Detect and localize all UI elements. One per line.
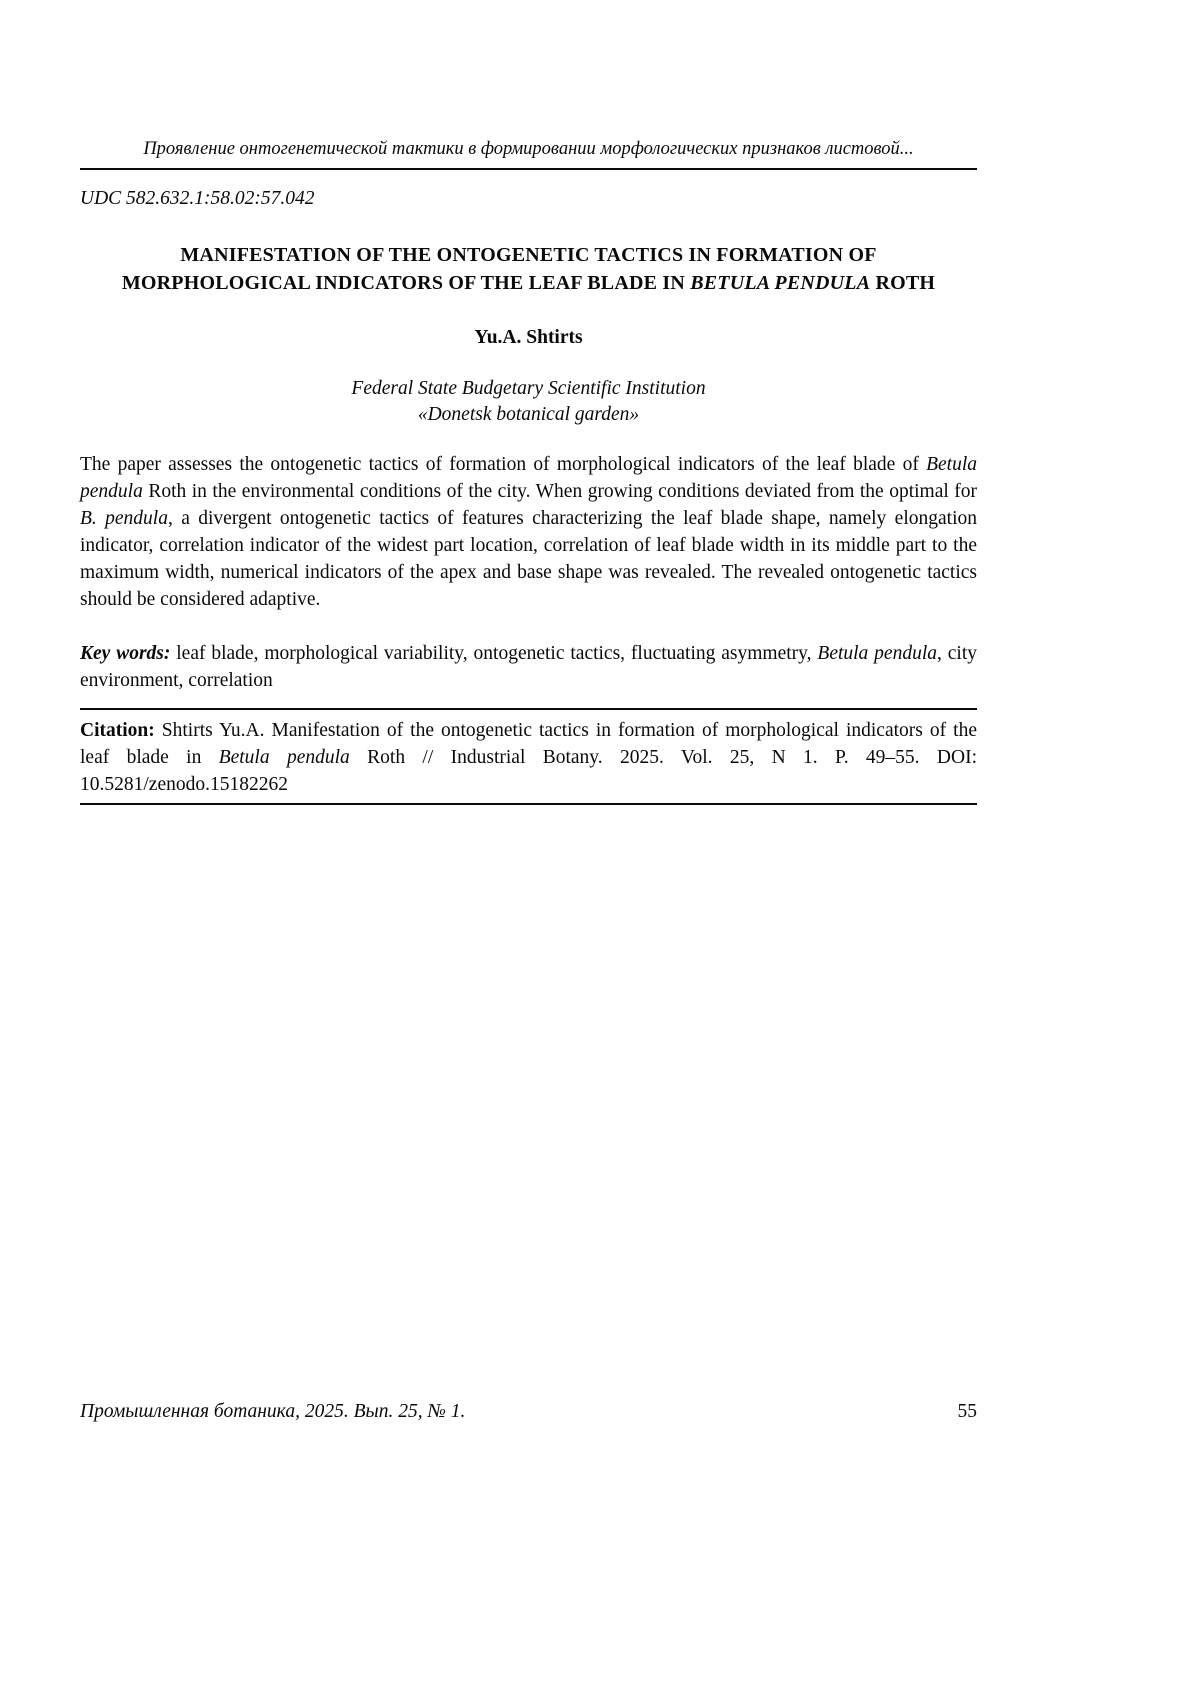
species-name-abstract-2: B. pendula	[80, 508, 168, 529]
keywords-text-1: leaf blade, morphological variability, ontogenetic tactics, fluctuating asymmetry,	[170, 643, 818, 664]
udc-code: UDC 582.632.1:58.02:57.042	[80, 188, 315, 209]
abstract-text-1: The paper assesses the ontogenetic tactics of formation of morphological indicators of the leaf blade of	[80, 454, 927, 475]
page-number: 55	[957, 1401, 977, 1422]
title-line2-text: MORPHOLOGICAL INDICATORS OF THE LEAF BLADE IN	[121, 272, 691, 294]
author-name: Yu.A. Shtirts	[474, 327, 583, 348]
keywords-label: Key words:	[80, 643, 171, 664]
keywords-text-2: , city environment, correlation	[80, 643, 978, 691]
title-line2	[122, 272, 935, 294]
abstract-paragraph	[80, 451, 977, 613]
journal-footer-line: Промышленная ботаника, 2025. Вып. 25, № 1.	[80, 1401, 466, 1422]
title-species-name: BETULA PENDULA	[690, 272, 871, 294]
keywords-paragraph	[80, 640, 977, 694]
page-content	[80, 0, 977, 805]
abstract-text-3: , a divergent ontogenetic tactics of features characterizing the leaf blade shape, namely elongation indicator, correlation indicator of the widest part location, correlation of leaf blade width in its middle part to the maximum width, numerical indicators of the apex and base shape was revealed. The revealed ontogenetic tactics should be considered adaptive.	[80, 508, 977, 610]
article-title	[80, 241, 977, 297]
running-header-text: Проявление онтогенетической тактики в формировании морфологических признаков листовой...	[143, 139, 914, 159]
affiliation-line2: «Donetsk botanical garden»	[417, 404, 640, 425]
running-header	[80, 138, 977, 170]
species-name-abstract-1: Betula pendula	[80, 454, 977, 502]
affiliation-line1: Federal State Budgetary Scientific Institution	[351, 378, 706, 399]
species-name-keywords: Betula pendula	[817, 643, 938, 664]
title-line1: MANIFESTATION OF THE ONTOGENETIC TACTICS IN FORMATION OF	[180, 244, 877, 266]
abstract-text-2: Roth in the environmental conditions of the city. When growing conditions deviated from the optimal for	[142, 481, 977, 502]
citation-paragraph	[80, 717, 977, 798]
citation-text-1: Shtirts Yu.A. Manifestation of the ontogenetic tactics in formation of morphological indicators of the leaf blade in	[80, 720, 977, 768]
affiliation-block	[80, 376, 977, 428]
page-footer	[80, 1398, 977, 1425]
citation-text-2: Roth // Industrial Botany. 2025. Vol. 25, N 1. P. 49–55. DOI: 10.5281/zenodo.15182262	[80, 747, 977, 795]
species-name-citation: Betula pendula	[218, 747, 350, 768]
citation-divider-top	[80, 708, 977, 710]
title-line2-tail: ROTH	[870, 272, 936, 294]
citation-divider-bottom	[80, 803, 977, 805]
citation-label: Citation:	[80, 720, 155, 741]
